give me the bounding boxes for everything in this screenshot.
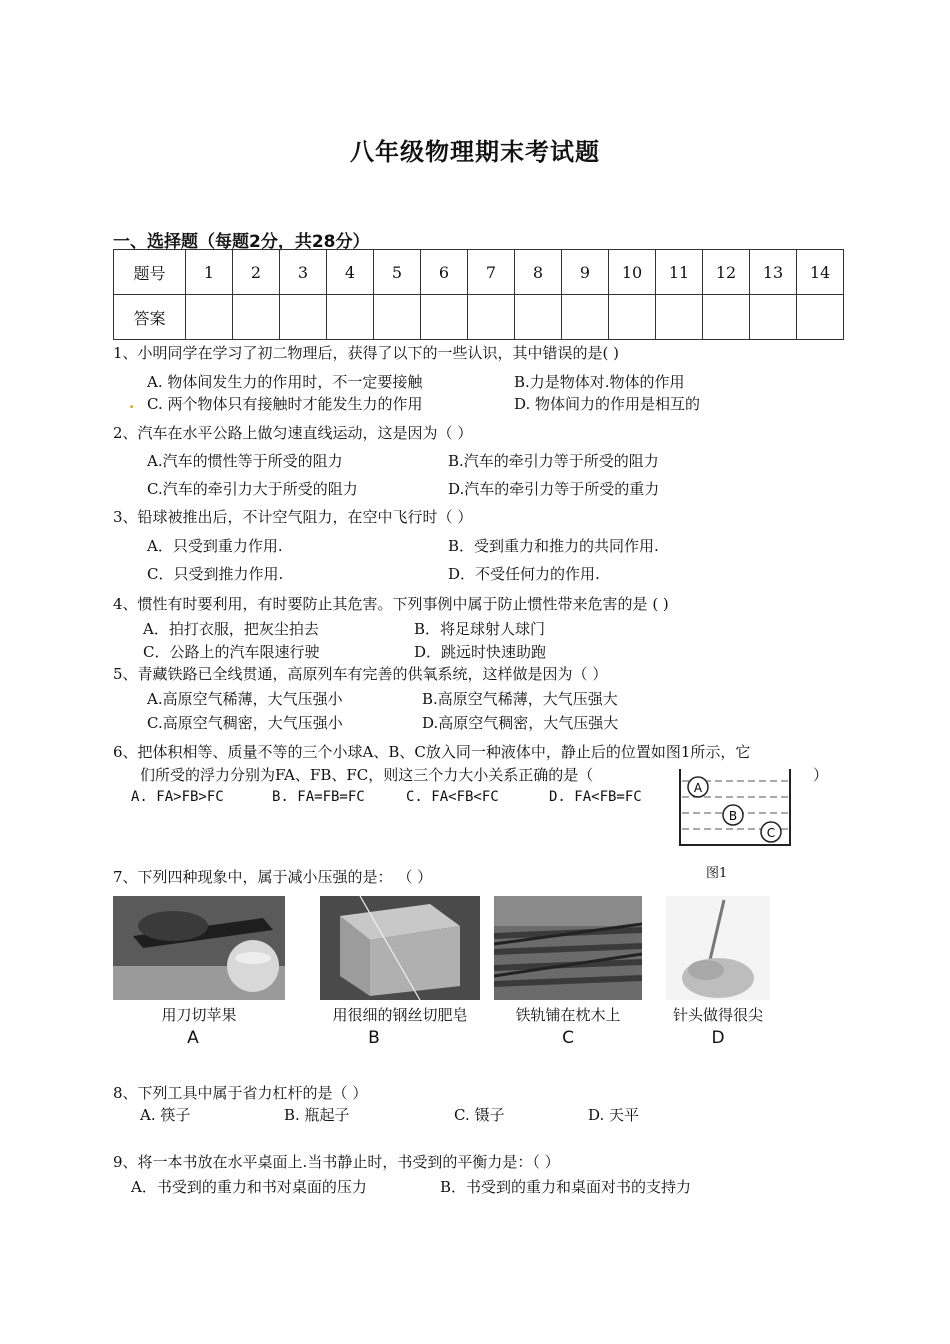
answer-cell[interactable] (468, 295, 515, 340)
option-d: D．跳远时快速助跑 (414, 643, 547, 661)
option-c: C.汽车的牵引力大于所受的阻力 (147, 480, 358, 498)
option-b: B.汽车的牵引力等于所受的阻力 (448, 452, 659, 470)
option-d: D.高原空气稠密，大气压强大 (422, 714, 619, 732)
option-d: D.汽车的牵引力等于所受的重力 (448, 480, 660, 498)
option-b: B. FA=FB=FC (272, 789, 365, 805)
answer-cell[interactable] (750, 295, 797, 340)
question-6-paren: ） (813, 766, 829, 784)
photo-caption: 用很细的钢丝切肥皂 (332, 1006, 468, 1024)
photo-caption: 铁轨铺在枕木上 (515, 1006, 621, 1024)
question-1-stem: 1、小明同学在学习了初二物理后，获得了以下的一些认识，其中错误的是( ) (113, 344, 620, 362)
question-number: 5 (374, 250, 421, 295)
table-row (114, 295, 844, 340)
answer-cell[interactable] (656, 295, 703, 340)
wire-soap-photo (320, 896, 480, 1000)
question-6-stem-cont: 们所受的浮力分别为FA、FB、FC，则这三个力大小关系正确的是（ (140, 766, 594, 784)
rail-sleeper-photo (494, 896, 642, 1000)
option-b: B.力是物体对.物体的作用 (514, 373, 685, 391)
ball-b-label: B (728, 809, 738, 823)
question-number: 8 (515, 250, 562, 295)
option-c: C．公路上的汽车限速行驶 (143, 643, 320, 661)
option-a: A．拍打衣服，把灰尘拍去 (143, 620, 319, 638)
answer-table (113, 249, 844, 340)
question-4-stem: 4、惯性有时要利用，有时要防止其危害。下列事例中属于防止惯性带来危害的是 ( ) (113, 595, 669, 613)
question-number: 3 (280, 250, 327, 295)
option-b: B．将足球射人球门 (414, 620, 546, 638)
figure-caption: 图1 (706, 866, 728, 881)
page-title: 八年级物理期末考试题 (350, 138, 600, 166)
option-b: B.高原空气稀薄，大气压强大 (422, 690, 618, 708)
answer-cell[interactable] (186, 295, 233, 340)
option-a: A．书受到的重力和书对桌面的压力 (131, 1178, 367, 1196)
photo-caption: 针头做得很尖 (672, 1006, 763, 1024)
photo-letter: C (562, 1028, 574, 1048)
option-a: A. FA>FB>FC (131, 789, 224, 805)
answer-cell[interactable] (374, 295, 421, 340)
answer-cell[interactable] (562, 295, 609, 340)
question-number: 6 (421, 250, 468, 295)
option-a: A. 筷子 (140, 1106, 191, 1124)
option-b: B．受到重力和推力的共同作用. (448, 537, 659, 555)
answer-cell[interactable] (515, 295, 562, 340)
option-b: B. 瓶起子 (284, 1106, 350, 1124)
option-c: C. 两个物体只有接触时才能发生力的作用 (147, 395, 423, 413)
answer-cell[interactable] (280, 295, 327, 340)
stray-dot: . (129, 394, 135, 412)
question-3-stem: 3、铅球被推出后，不计空气阻力，在空中飞行时（ ） (113, 508, 473, 526)
option-a: A．只受到重力作用. (147, 537, 283, 555)
photo-caption: 用刀切苹果 (161, 1006, 237, 1024)
question-number: 9 (562, 250, 609, 295)
question-number: 4 (327, 250, 374, 295)
option-a: A. 物体间发生力的作用时，不一定要接触 (147, 373, 423, 391)
option-c: C. 镊子 (454, 1106, 505, 1124)
question-number: 11 (656, 250, 703, 295)
question-9-stem: 9、将一本书放在水平桌面上.当书静止时，书受到的平衡力是：（ ） (113, 1153, 560, 1171)
knife-apple-photo (113, 896, 285, 1000)
table-row (114, 250, 844, 295)
option-c: C.高原空气稠密，大气压强小 (147, 714, 343, 732)
option-d: D．不受任何力的作用. (448, 565, 600, 583)
option-b: B．书受到的重力和桌面对书的支持力 (440, 1178, 692, 1196)
question-number: 7 (468, 250, 515, 295)
question-7-stem: 7、下列四种现象中，属于减小压强的是： （ ） (113, 868, 433, 886)
ball-c-label: C (766, 826, 776, 840)
section-heading: 一、选择题（每题2分，共28分） (113, 232, 370, 252)
answer-cell[interactable] (609, 295, 656, 340)
beaker-figure (670, 765, 800, 855)
table-header-cell: 题号 (114, 250, 186, 295)
question-6-stem: 6、把体积相等、质量不等的三个小球A、B、C放入同一种液体中，静止后的位置如图1所示，它 (113, 743, 751, 761)
table-header-cell: 答案 (114, 295, 186, 340)
ball-a-label: A (693, 781, 703, 795)
question-8-stem: 8、下列工具中属于省力杠杆的是（ ） (113, 1084, 368, 1102)
option-c: C．只受到推力作用. (147, 565, 284, 583)
photo-letter: A (187, 1028, 199, 1048)
question-number: 12 (703, 250, 750, 295)
answer-cell[interactable] (233, 295, 280, 340)
option-a: A.高原空气稀薄，大气压强小 (147, 690, 343, 708)
question-number: 10 (609, 250, 656, 295)
answer-cell[interactable] (421, 295, 468, 340)
answer-cell[interactable] (327, 295, 374, 340)
question-number: 2 (233, 250, 280, 295)
question-number: 1 (186, 250, 233, 295)
answer-cell[interactable] (703, 295, 750, 340)
option-d: D. FA<FB=FC (549, 789, 642, 805)
question-2-stem: 2、汽车在水平公路上做匀速直线运动，这是因为（ ） (113, 424, 473, 442)
photo-letter: D (711, 1028, 725, 1048)
question-5-stem: 5、青藏铁路已全线贯通，高原列车有完善的供氧系统，这样做是因为（ ） (113, 665, 608, 683)
option-a: A.汽车的惯性等于所受的阻力 (147, 452, 343, 470)
photo-letter: B (368, 1028, 380, 1048)
question-number: 14 (797, 250, 844, 295)
question-number: 13 (750, 250, 797, 295)
option-d: D. 天平 (588, 1106, 640, 1124)
option-d: D. 物体间力的作用是相互的 (514, 395, 701, 413)
needle-photo (666, 896, 770, 1000)
option-c: C. FA<FB<FC (406, 789, 499, 805)
answer-cell[interactable] (797, 295, 844, 340)
